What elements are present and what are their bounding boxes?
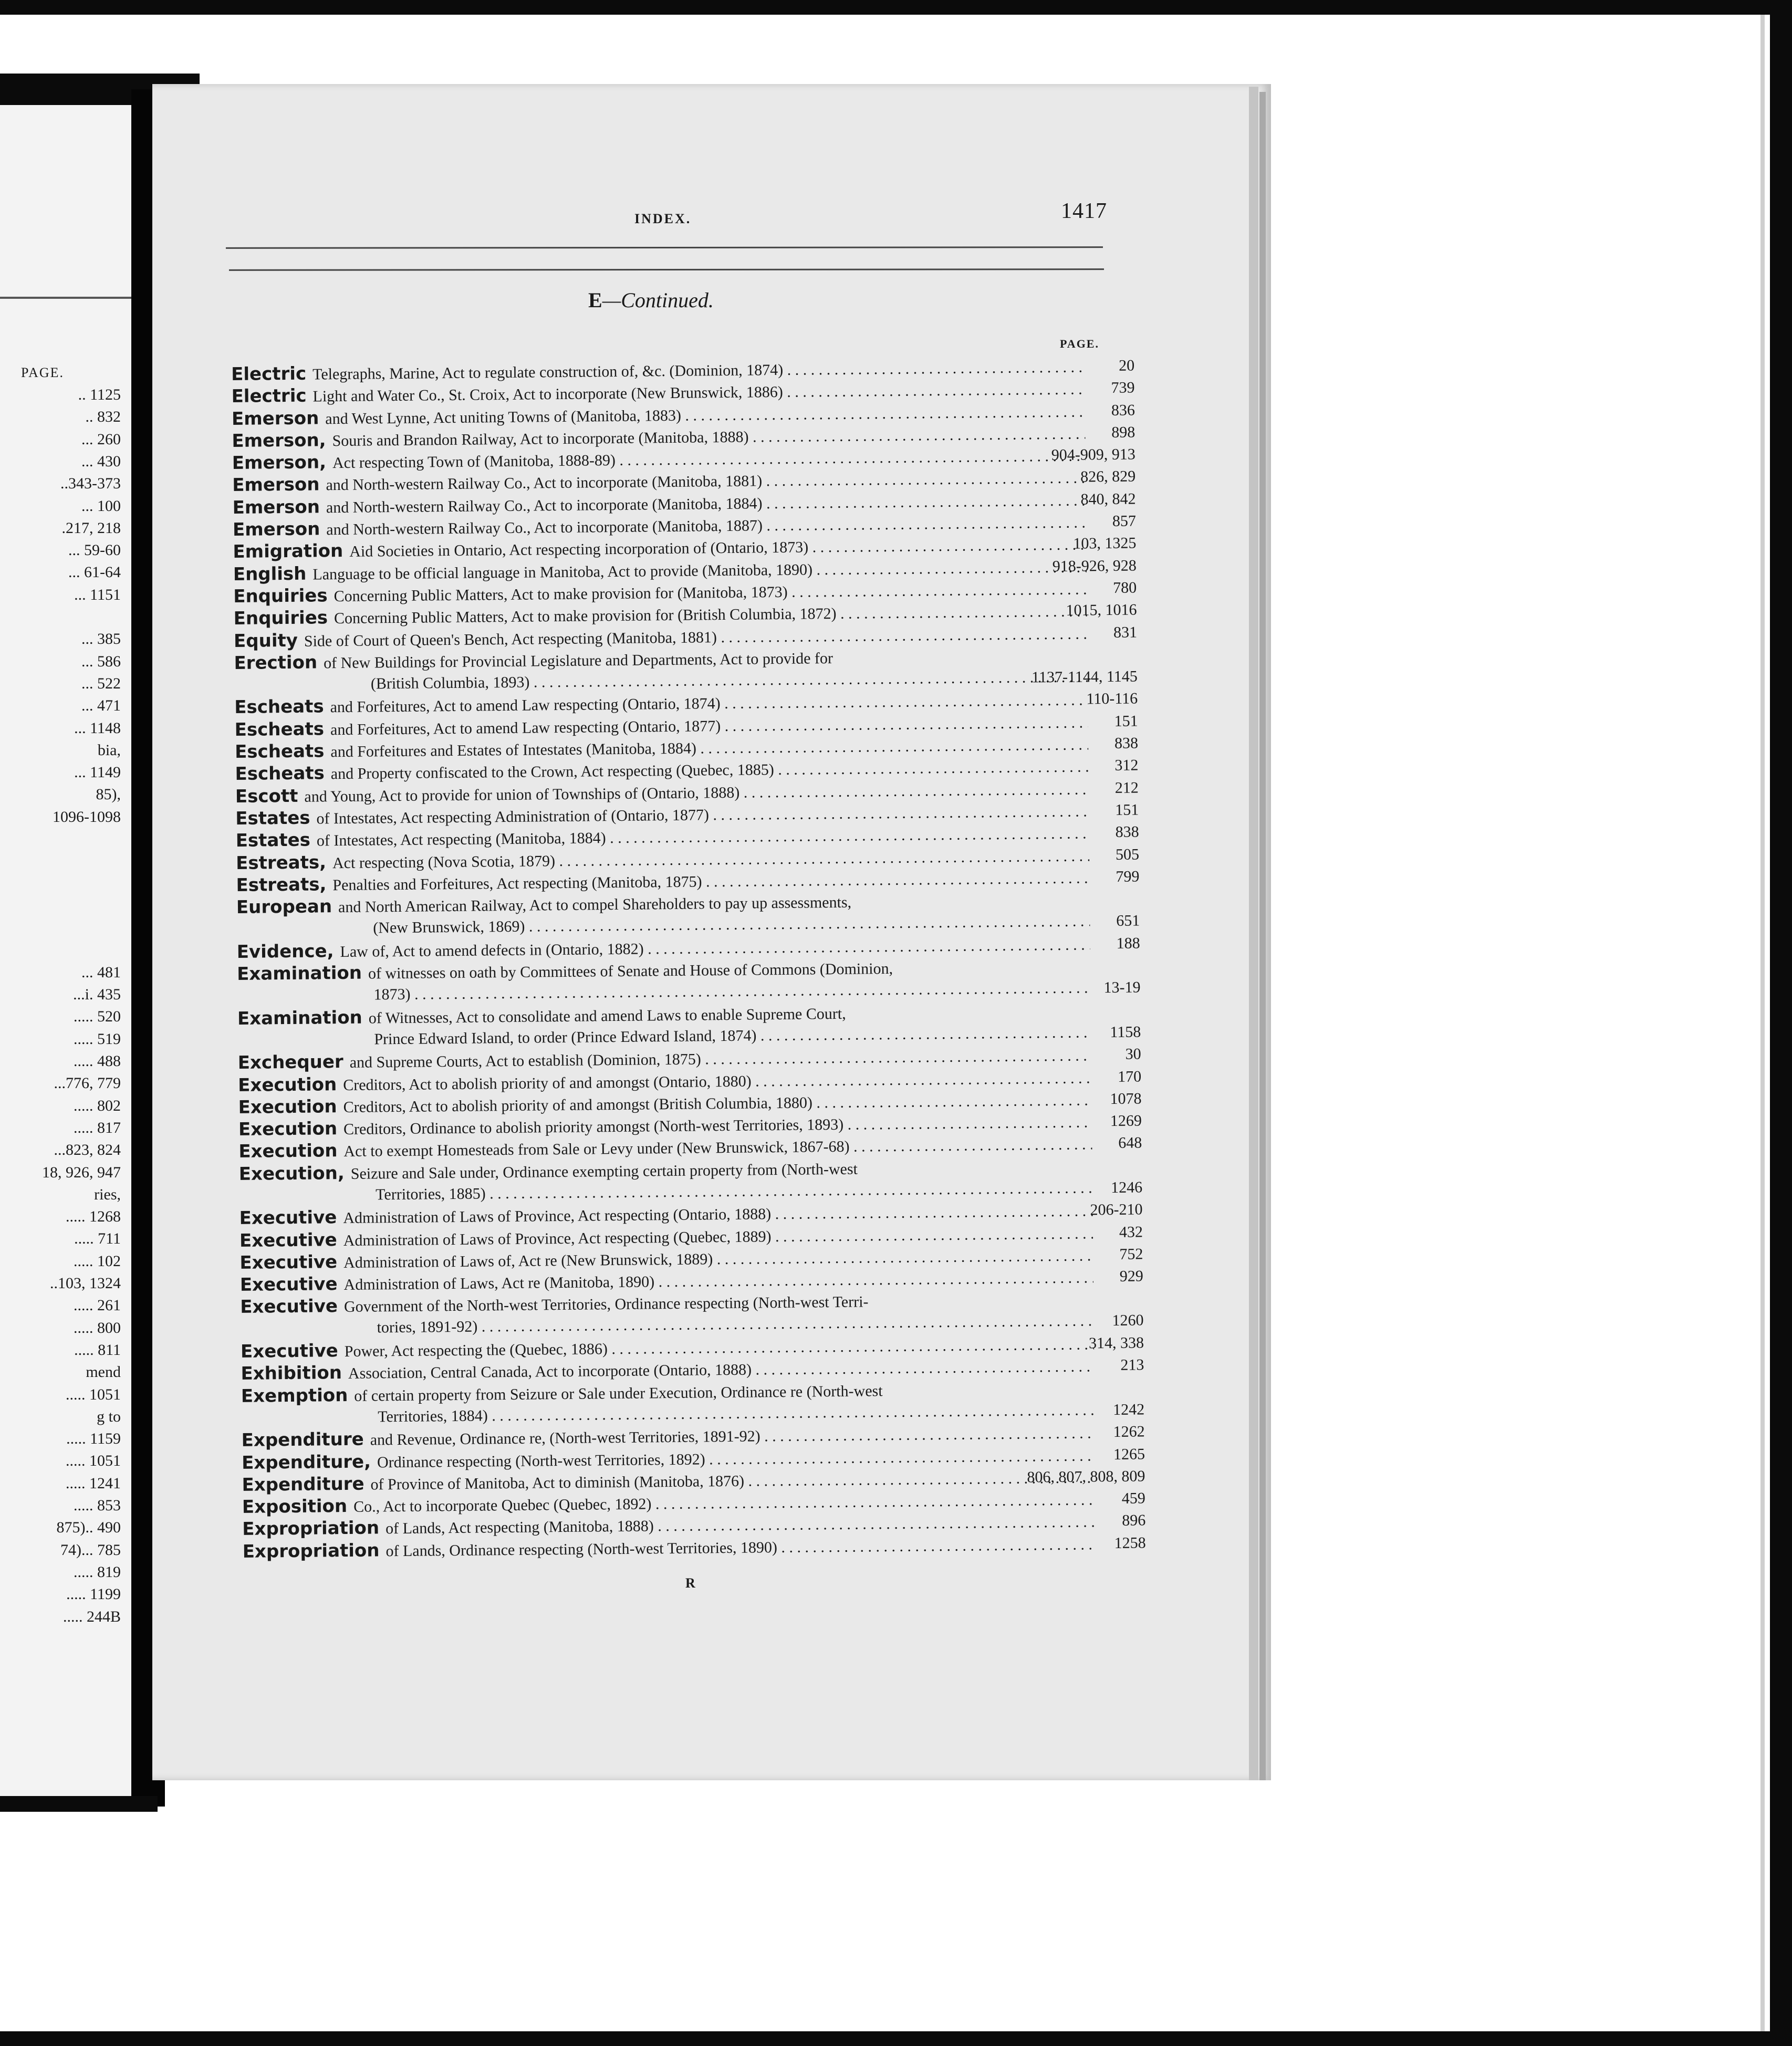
entry-keyword: Escheats	[235, 763, 325, 785]
entry-keyword: Executive	[239, 1207, 337, 1229]
entry-description: Co., Act to incorporate Quebec (Quebec, 1892)	[353, 1495, 652, 1516]
index-entry	[236, 888, 1140, 941]
entry-page-ref: 1158	[1110, 1023, 1141, 1041]
left-page-line: ... 481	[81, 963, 121, 981]
entry-description: and North-western Railway Co., Act to incorporate (Manitoba, 1884)	[326, 495, 763, 517]
entry-keyword: Execution	[238, 1140, 338, 1163]
left-page-line: ..... 853	[74, 1497, 121, 1514]
left-page-line: ... 385	[81, 630, 121, 648]
entry-description: Act respecting Town of (Manitoba, 1888-89)	[332, 452, 616, 472]
entry-page-ref: 212	[1114, 779, 1139, 797]
section-letter: E	[588, 288, 602, 312]
entry-description: Light and Water Co., St. Croix, Act to incorporate (New Brunswick, 1886)	[312, 383, 783, 405]
entry-page-ref: 314, 338	[1088, 1334, 1144, 1352]
left-page-line: ... 522	[81, 674, 121, 692]
left-page-line: 1096-1098	[53, 808, 121, 826]
entry-description: and Forfeitures and Estates of Intestates (Manitoba, 1884)	[330, 739, 697, 761]
entry-page-ref: 648	[1118, 1134, 1142, 1152]
entry-page-ref: 838	[1114, 734, 1139, 752]
left-page-line: .. 1125	[78, 386, 121, 403]
entry-continuation: Prince Edward Island, to order (Prince Edward Island, 1874)	[374, 1027, 757, 1048]
entry-keyword: Execution	[238, 1095, 337, 1118]
entry-keyword: Escheats	[234, 696, 324, 718]
entry-keyword: Electric	[231, 385, 307, 408]
entry-description: and Young, Act to provide for union of Townships of (Ontario, 1888)	[304, 784, 740, 806]
entry-description: and Revenue, Ordinance re, (North-west Territories, 1891-92)	[370, 1427, 760, 1449]
entry-page-ref: 505	[1115, 845, 1140, 863]
entry-page-ref: 1262	[1113, 1423, 1145, 1441]
entry-keyword: Exchequer	[237, 1051, 343, 1074]
entry-description: and Supreme Courts, Act to establish (Dominion, 1875)	[349, 1050, 701, 1072]
entry-keyword: Execution	[238, 1073, 337, 1096]
index-entry	[240, 1288, 1144, 1341]
entry-keyword: Enquiries	[233, 607, 328, 630]
entry-first-line-text: Government of the North-west Territories, Ordinance respecting (North-west Terri-	[343, 1293, 869, 1316]
left-page-line: ..... 1051	[66, 1385, 121, 1403]
entry-continuation: Territories, 1884)	[378, 1407, 488, 1426]
entry-description: Administration of Laws, Act re (Manitoba, 1890)	[343, 1273, 655, 1294]
left-page-line: 85),	[96, 786, 121, 803]
entry-description: Law of, Act to amend defects in (Ontario, 1882)	[340, 940, 644, 961]
left-page-line: .. 832	[85, 408, 121, 426]
left-page-line: 875).. 490	[56, 1519, 121, 1537]
entry-keyword: Escheats	[234, 740, 325, 763]
left-page-line: ..... 102	[74, 1252, 121, 1270]
entry-keyword: Estreats,	[236, 874, 327, 896]
entry-keyword: Emerson	[231, 407, 319, 430]
entry-keyword: Examination	[237, 1007, 362, 1029]
scan-frame-right	[1770, 0, 1792, 2046]
left-page-line: bia,	[97, 741, 121, 759]
left-page-line: ..... 802	[74, 1097, 121, 1114]
entry-page-ref: 1242	[1113, 1401, 1145, 1418]
entry-keyword: English	[233, 563, 307, 585]
entry-keyword: Exemption	[241, 1384, 348, 1407]
entry-keyword: Emerson	[232, 518, 320, 541]
entry-page-ref: 459	[1121, 1489, 1145, 1507]
left-page-line: ..... 1241	[66, 1474, 121, 1492]
entry-page-ref: 840, 842	[1080, 490, 1136, 508]
signature-mark: R	[685, 1575, 695, 1591]
page-stack-edge-outer	[1259, 92, 1266, 1780]
entry-description: Ordinance respecting (North-west Territories, 1892)	[377, 1450, 705, 1471]
entry-description: Creditors, Ordinance to abolish priority amongst (North-west Territories, 1893)	[343, 1115, 844, 1139]
entry-description: of Province of Manitoba, Act to diminish (Manitoba, 1876)	[370, 1472, 745, 1494]
left-page-line: ...776, 779	[54, 1074, 121, 1092]
entry-page-ref: 30	[1125, 1045, 1141, 1063]
entry-page-ref: 13-19	[1103, 978, 1141, 997]
entry-keyword: Execution,	[238, 1162, 345, 1185]
left-page-line: ... 430	[81, 452, 121, 470]
entry-description: Souris and Brandon Railway, Act to incorporate (Manitoba, 1888)	[332, 428, 749, 450]
entry-keyword: Estreats,	[235, 851, 327, 874]
entry-first-line-text: of certain property from Seizure or Sale under Execution, Ordinance re (North-west	[354, 1382, 883, 1405]
entry-description: Side of Court of Queen's Bench, Act respecting (Manitoba, 1881)	[304, 628, 717, 650]
entry-page-ref: 898	[1111, 423, 1135, 441]
entry-description: and West Lynne, Act uniting Towns of (Manitoba, 1883)	[325, 406, 682, 427]
entry-first-line-text: of witnesses on oath by Committees of Senate and House of Commons (Dominion,	[368, 959, 893, 983]
entry-page-ref: 1078	[1110, 1090, 1142, 1108]
entry-page-ref: 929	[1119, 1267, 1143, 1286]
entry-description: Power, Act respecting the (Quebec, 1886)	[344, 1340, 608, 1361]
entry-keyword: Executive	[240, 1340, 338, 1362]
left-page-line: g to	[97, 1407, 121, 1425]
left-page-line: ..... 1199	[66, 1585, 121, 1603]
entry-description: and Property confiscated to the Crown, Act respecting (Quebec, 1885)	[330, 761, 774, 783]
left-page-line: ... 59-60	[68, 541, 121, 559]
index-entry	[237, 954, 1141, 1007]
entry-keyword: Expropriation	[242, 1540, 380, 1562]
left-page-line: ... 1149	[74, 764, 121, 781]
entry-continuation: tories, 1891-92)	[377, 1318, 478, 1337]
entry-page-ref: 432	[1119, 1223, 1143, 1241]
entry-continuation: 1873)	[373, 985, 411, 1004]
entry-page-ref: 896	[1122, 1511, 1146, 1530]
entry-description: Telegraphs, Marine, Act to regulate construction of, &c. (Dominion, 1874)	[312, 361, 784, 383]
left-page-line: ... 1151	[74, 586, 121, 603]
left-page-line: ...i. 435	[73, 986, 121, 1004]
left-page-line: 74)... 785	[60, 1541, 121, 1559]
entry-description: Administration of Laws of Province, Act respecting (Quebec, 1889)	[343, 1227, 772, 1249]
scan-frame-inner-edge	[1760, 15, 1765, 2031]
entry-page-ref: 739	[1111, 379, 1135, 397]
entry-page-ref: 170	[1117, 1067, 1142, 1085]
section-continued: —Continued.	[602, 288, 714, 312]
entry-keyword: Escheats	[234, 718, 325, 740]
left-page-line: 18, 926, 947	[42, 1163, 121, 1181]
entry-page-ref: 826, 829	[1080, 467, 1136, 486]
entry-description: Creditors, Act to abolish priority of and amongst (British Columbia, 1880)	[343, 1094, 813, 1116]
entry-page-ref: 1015, 1016	[1066, 601, 1137, 620]
entry-description: Language to be official language in Manitoba, Act to provide (Manitoba, 1890)	[312, 561, 813, 583]
entry-keyword: Executive	[240, 1296, 338, 1318]
left-page-line: ... 471	[81, 697, 121, 715]
entry-page-ref: 918-926, 928	[1052, 557, 1137, 575]
left-page-line: ... 586	[81, 652, 121, 670]
entry-keyword: Executive	[239, 1251, 338, 1273]
entry-keyword: Emerson,	[232, 452, 327, 474]
entry-description: Act to exempt Homesteads from Sale or Levy under (New Brunswick, 1867-68)	[343, 1138, 850, 1161]
scan-frame-bottom	[0, 2031, 1792, 2046]
entry-page-ref: 1137-1144, 1145	[1031, 667, 1138, 686]
index-entry	[237, 999, 1141, 1052]
index-entry	[234, 643, 1138, 696]
entry-keyword: Electric	[231, 363, 307, 385]
left-page-fragment	[0, 105, 132, 1796]
entry-page-ref: 651	[1116, 912, 1140, 930]
left-page-line: .217, 218	[61, 519, 121, 537]
index-entries	[231, 354, 1146, 1562]
entry-keyword: Emerson	[232, 474, 320, 496]
left-page-column-label: PAGE.	[21, 365, 65, 380]
entry-page-ref: 1269	[1110, 1112, 1142, 1130]
left-page-line: ..... 519	[74, 1030, 121, 1048]
entry-page-ref: 1265	[1113, 1445, 1145, 1463]
entry-page-ref: 110-116	[1086, 690, 1138, 708]
entry-keyword: Expropriation	[242, 1517, 380, 1540]
entry-description: of Intestates, Act respecting (Manitoba, 1884)	[316, 829, 606, 850]
entry-description: Penalties and Forfeitures, Act respecting (Manitoba, 1875)	[332, 873, 702, 894]
entry-description: of Intestates, Act respecting Administration of (Ontario, 1877)	[316, 806, 710, 828]
entry-page-ref: 20	[1118, 357, 1135, 374]
entry-page-ref: 857	[1112, 512, 1137, 530]
entry-description: of Lands, Act respecting (Manitoba, 1888)	[385, 1517, 654, 1538]
entry-description: Aid Societies in Ontario, Act respecting incorporation of (Ontario, 1873)	[349, 538, 809, 561]
entry-description: Concerning Public Matters, Act to make provision for (Manitoba, 1873)	[334, 583, 788, 606]
entry-keyword: Estates	[235, 807, 310, 829]
scan-frame-top	[0, 0, 1792, 15]
entry-keyword: Erection	[234, 652, 318, 674]
left-page-line: ..... 488	[74, 1052, 121, 1070]
entry-description: and Forfeitures, Act to amend Law respecting (Ontario, 1874)	[330, 695, 721, 716]
entry-description: Concerning Public Matters, Act to make provision for (British Columbia, 1872)	[334, 605, 837, 628]
entry-page-ref: 836	[1111, 401, 1135, 419]
entry-first-line-text: of New Buildings for Provincial Legislature and Departments, Act to provide for	[324, 649, 834, 672]
left-page-line: ... 1148	[74, 719, 121, 737]
entry-keyword: Exposition	[242, 1496, 348, 1518]
entry-page-ref: 780	[1113, 579, 1137, 597]
left-page-line: ..... 261	[74, 1297, 121, 1314]
entry-page-ref: 206-210	[1090, 1201, 1143, 1219]
entry-keyword: Emerson	[232, 496, 320, 518]
entry-description: and Forfeitures, Act to amend Law respecting (Ontario, 1877)	[330, 717, 721, 738]
entry-description: of Lands, Ordinance respecting (North-west Territories, 1890)	[386, 1538, 778, 1560]
entry-keyword: Expenditure	[241, 1428, 364, 1452]
left-page-line: ... 100	[81, 497, 121, 515]
entry-continuation: (British Columbia, 1893)	[370, 673, 530, 693]
running-head: INDEX.	[634, 211, 692, 226]
entry-first-line-text: Seizure and Sale under, Ordinance exempting certain property from (North-west	[350, 1160, 858, 1183]
entry-keyword: Evidence,	[236, 940, 334, 963]
entry-keyword: Expenditure,	[241, 1451, 371, 1474]
left-page-line: ..... 811	[74, 1341, 121, 1359]
entry-page-ref: 213	[1120, 1356, 1144, 1374]
entry-keyword: Emerson,	[232, 430, 326, 452]
page-stack-edge	[1249, 87, 1258, 1780]
entry-keyword: Executive	[239, 1229, 337, 1251]
page-number: 1417	[1061, 199, 1107, 223]
entry-keyword: Executive	[239, 1273, 338, 1296]
left-page-line: ..... 1051	[66, 1452, 121, 1470]
entry-page-ref: 904-909, 913	[1051, 445, 1135, 464]
entry-page-ref: 806, 807, 808, 809	[1027, 1467, 1145, 1486]
index-entry	[239, 1154, 1143, 1207]
entry-keyword: Examination	[236, 962, 362, 985]
entry-continuation: Territories, 1885)	[376, 1185, 486, 1204]
entry-description: Administration of Laws of, Act re (New Brunswick, 1889)	[343, 1250, 713, 1271]
entry-page-ref: 831	[1113, 623, 1138, 641]
entry-first-line-text: and North American Railway, Act to compel Shareholders to pay up assessments,	[338, 893, 852, 916]
entry-description: Administration of Laws of Province, Act respecting (Ontario, 1888)	[343, 1205, 772, 1227]
section-heading	[588, 288, 714, 312]
entry-page-ref: 103, 1325	[1073, 534, 1137, 552]
index-entry	[241, 1376, 1145, 1429]
left-page-line: ... 260	[81, 430, 121, 448]
entry-keyword: Expenditure	[242, 1473, 364, 1496]
entry-continuation: (New Brunswick, 1869)	[373, 917, 525, 937]
left-page-line: ries,	[94, 1185, 121, 1203]
entry-description: Act respecting (Nova Scotia, 1879)	[332, 852, 556, 872]
page-column-label: PAGE.	[1060, 337, 1099, 350]
entry-keyword: European	[236, 896, 332, 918]
entry-keyword: Execution	[238, 1118, 338, 1141]
entry-description: and North-western Railway Co., Act to incorporate (Manitoba, 1887)	[326, 517, 763, 539]
left-page-line: ..103, 1324	[50, 1275, 121, 1292]
entry-description: Creditors, Act to abolish priority of and amongst (Ontario, 1880)	[343, 1072, 752, 1094]
left-page-rule	[0, 297, 132, 299]
binding-shadow-bottom	[0, 1796, 158, 1812]
entry-page-ref: 151	[1115, 801, 1139, 819]
entry-description: and North-western Railway Co., Act to incorporate (Manitoba, 1881)	[326, 472, 763, 494]
entry-first-line-text: of Witnesses, Act to consolidate and amend Laws to enable Supreme Court,	[368, 1005, 846, 1027]
entry-page-ref: 838	[1115, 823, 1139, 841]
left-page-line: mend	[86, 1363, 121, 1381]
left-page-line: ... 61-64	[68, 563, 121, 581]
entry-keyword: Equity	[233, 630, 298, 652]
left-page-line: ..... 817	[74, 1119, 121, 1136]
entry-page-ref: 752	[1119, 1245, 1143, 1263]
left-page-line: ..... 819	[74, 1563, 121, 1581]
entry-page-ref: 188	[1116, 934, 1140, 952]
entry-page-ref: 312	[1114, 756, 1139, 775]
left-page-line: ..... 711	[74, 1230, 121, 1248]
entry-keyword: Enquiries	[233, 585, 328, 607]
entry-page-ref: 1260	[1112, 1311, 1144, 1330]
left-page-line: ..... 800	[74, 1319, 121, 1337]
entry-keyword: Estates	[235, 829, 311, 852]
left-page-line: ..343-373	[60, 475, 121, 493]
entry-page-ref: 799	[1116, 868, 1140, 885]
entry-keyword: Escott	[235, 785, 298, 807]
entry-page-ref: 1258	[1114, 1534, 1146, 1552]
left-page-line: ..... 244B	[62, 1607, 121, 1625]
left-page-line: ..... 1159	[66, 1430, 121, 1448]
entry-page-ref: 151	[1114, 712, 1138, 730]
left-page-line: ..... 1268	[66, 1208, 121, 1226]
entry-keyword: Emigration	[233, 540, 343, 563]
entry-description: Association, Central Canada, Act to incorporate (Ontario, 1888)	[348, 1361, 752, 1383]
entry-page-ref: 1246	[1110, 1178, 1143, 1196]
left-page-line: ...823, 824	[54, 1141, 121, 1159]
left-page-line: ..... 520	[74, 1008, 121, 1026]
entry-keyword: Exhibition	[241, 1362, 342, 1385]
